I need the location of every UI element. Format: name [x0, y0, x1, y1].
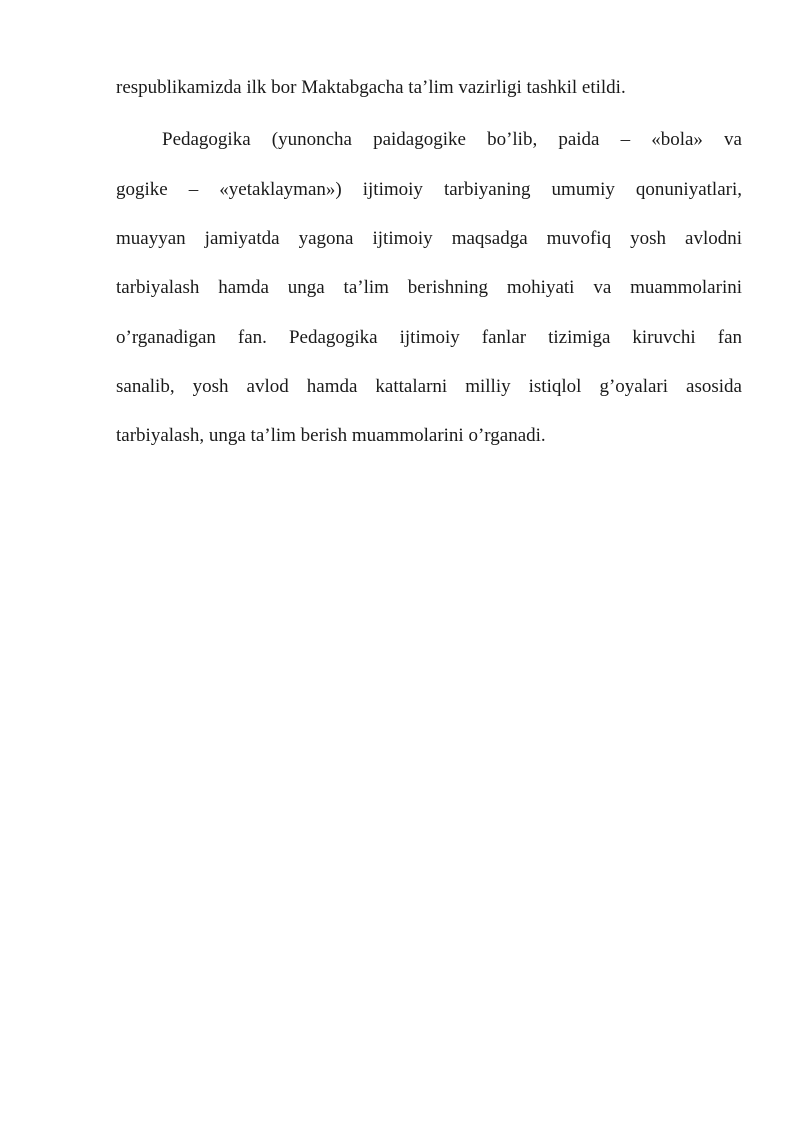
paragraph-2-line-6: sanalib, yosh avlod hamda kattalarni milliy istiqlol g’oyalari asosida: [116, 376, 742, 397]
paragraph-2-line-1: Pedagogika (yunoncha paidagogike bo’lib, paida – «bola» va: [162, 129, 742, 150]
paragraph-1-line-1: respublikamizda ilk bor Maktabgacha ta’lim vazirligi tashkil etildi.: [116, 77, 626, 98]
paragraph-2-line-3: muayyan jamiyatda yagona ijtimoiy maqsadga muvofiq yosh avlodni: [116, 228, 742, 249]
paragraph-2-line-2: gogike – «yetaklayman») ijtimoiy tarbiyaning umumiy qonuniyatlari,: [116, 179, 742, 200]
paragraph-2-line-5: o’rganadigan fan. Pedagogika ijtimoiy fanlar tizimiga kiruvchi fan: [116, 327, 742, 348]
paragraph-2-line-7: tarbiyalash, unga ta’lim berish muammolarini o’rganadi.: [116, 425, 546, 446]
paragraph-2-line-4: tarbiyalash hamda unga ta’lim berishning mohiyati va muammolarini: [116, 277, 742, 298]
